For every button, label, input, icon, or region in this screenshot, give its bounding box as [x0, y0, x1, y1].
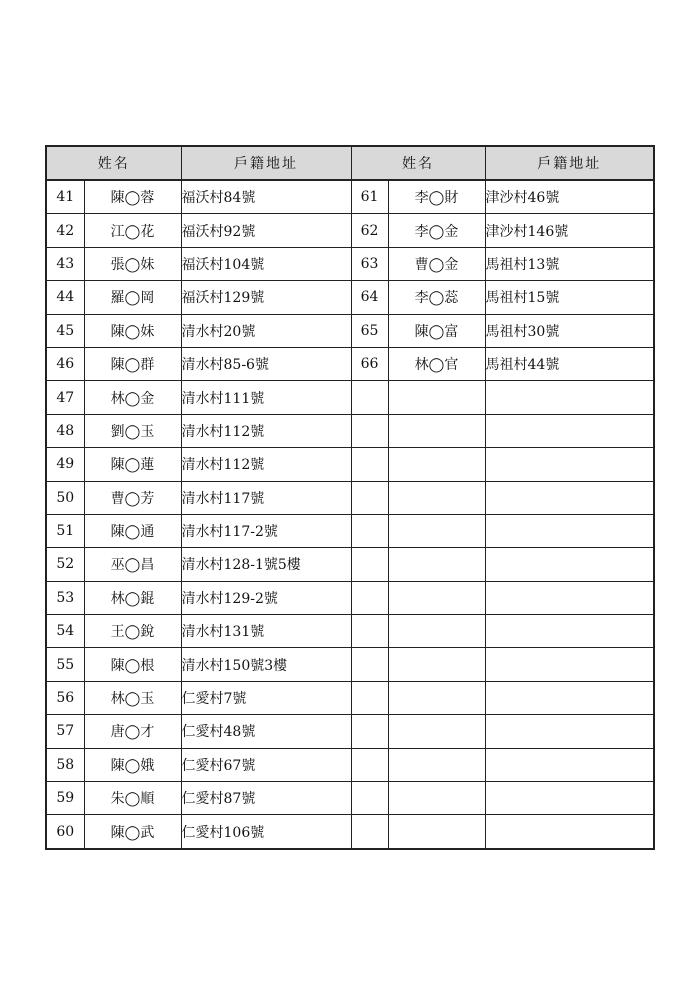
table-row — [46, 448, 654, 481]
row-number-cell — [351, 381, 388, 414]
table-row — [46, 548, 654, 581]
address-cell — [485, 481, 654, 514]
address-cell: 清水村131號 — [181, 615, 351, 648]
row-number-cell: 57 — [46, 715, 84, 748]
name-cell: 陳◯蓉 — [84, 180, 181, 214]
row-number-cell: 63 — [351, 247, 388, 280]
address-cell: 清水村117-2號 — [181, 514, 351, 547]
name-cell — [388, 448, 485, 481]
name-cell: 李◯蕊 — [388, 281, 485, 314]
row-number-cell: 46 — [46, 347, 84, 380]
row-number-cell — [351, 815, 388, 849]
name-cell — [388, 648, 485, 681]
table-body — [46, 180, 654, 849]
row-number-cell: 66 — [351, 347, 388, 380]
name-cell: 李◯金 — [388, 214, 485, 247]
row-number-cell — [351, 448, 388, 481]
row-number-cell — [351, 715, 388, 748]
name-cell: 林◯金 — [84, 381, 181, 414]
name-cell: 劉◯玉 — [84, 414, 181, 447]
address-cell — [485, 514, 654, 547]
row-number-cell: 49 — [46, 448, 84, 481]
table-row — [46, 648, 654, 681]
address-cell — [485, 715, 654, 748]
name-cell: 王◯銳 — [84, 615, 181, 648]
header-address-left: 戶籍地址 — [181, 146, 351, 180]
row-number-cell: 45 — [46, 314, 84, 347]
table-row — [46, 281, 654, 314]
name-cell: 陳◯妹 — [84, 314, 181, 347]
address-cell — [485, 615, 654, 648]
row-number-cell: 51 — [46, 514, 84, 547]
table-row — [46, 681, 654, 714]
row-number-cell — [351, 414, 388, 447]
address-cell — [485, 414, 654, 447]
name-cell: 曹◯金 — [388, 247, 485, 280]
row-number-cell — [351, 581, 388, 614]
row-number-cell: 50 — [46, 481, 84, 514]
address-cell: 馬祖村30號 — [485, 314, 654, 347]
address-cell: 清水村112號 — [181, 414, 351, 447]
address-cell — [485, 681, 654, 714]
name-cell: 曹◯芳 — [84, 481, 181, 514]
address-cell: 津沙村146號 — [485, 214, 654, 247]
row-number-cell — [351, 648, 388, 681]
name-cell: 陳◯富 — [388, 314, 485, 347]
address-cell: 清水村111號 — [181, 381, 351, 414]
name-cell — [388, 748, 485, 781]
row-number-cell: 62 — [351, 214, 388, 247]
address-cell: 福沃村84號 — [181, 180, 351, 214]
table-row — [46, 748, 654, 781]
table-row — [46, 581, 654, 614]
name-cell: 陳◯蓮 — [84, 448, 181, 481]
name-cell: 陳◯娥 — [84, 748, 181, 781]
header-address-right: 戶籍地址 — [485, 146, 654, 180]
row-number-cell: 56 — [46, 681, 84, 714]
row-number-cell: 44 — [46, 281, 84, 314]
address-cell: 清水村112號 — [181, 448, 351, 481]
row-number-cell: 42 — [46, 214, 84, 247]
name-cell: 林◯官 — [388, 347, 485, 380]
address-cell: 清水村85-6號 — [181, 347, 351, 380]
row-number-cell: 64 — [351, 281, 388, 314]
row-number-cell: 41 — [46, 180, 84, 214]
row-number-cell — [351, 548, 388, 581]
table-header — [46, 146, 654, 180]
row-number-cell — [351, 481, 388, 514]
address-cell: 馬祖村15號 — [485, 281, 654, 314]
row-number-cell: 60 — [46, 815, 84, 849]
row-number-cell — [351, 615, 388, 648]
name-cell: 陳◯武 — [84, 815, 181, 849]
name-cell — [388, 514, 485, 547]
table-row — [46, 815, 654, 849]
address-cell: 仁愛村7號 — [181, 681, 351, 714]
name-cell: 巫◯昌 — [84, 548, 181, 581]
address-cell: 清水村20號 — [181, 314, 351, 347]
header-name-right: 姓名 — [351, 146, 485, 180]
address-cell — [485, 381, 654, 414]
row-number-cell: 48 — [46, 414, 84, 447]
name-cell: 江◯花 — [84, 214, 181, 247]
table-row — [46, 481, 654, 514]
row-number-cell: 65 — [351, 314, 388, 347]
table-row — [46, 180, 654, 214]
address-cell: 馬祖村13號 — [485, 247, 654, 280]
address-cell — [485, 648, 654, 681]
table-row — [46, 782, 654, 815]
name-cell: 張◯妹 — [84, 247, 181, 280]
name-cell — [388, 782, 485, 815]
row-number-cell — [351, 748, 388, 781]
name-cell: 朱◯順 — [84, 782, 181, 815]
table-row — [46, 615, 654, 648]
row-number-cell — [351, 514, 388, 547]
table-row — [46, 314, 654, 347]
row-number-cell: 61 — [351, 180, 388, 214]
table-row — [46, 414, 654, 447]
name-cell — [388, 414, 485, 447]
address-cell: 清水村150號3樓 — [181, 648, 351, 681]
name-cell — [388, 581, 485, 614]
address-cell: 清水村129-2號 — [181, 581, 351, 614]
header-row — [46, 146, 654, 180]
address-cell — [485, 548, 654, 581]
address-cell: 仁愛村67號 — [181, 748, 351, 781]
name-cell — [388, 715, 485, 748]
name-cell — [388, 615, 485, 648]
name-cell — [388, 548, 485, 581]
name-cell: 陳◯群 — [84, 347, 181, 380]
table-row — [46, 715, 654, 748]
row-number-cell: 43 — [46, 247, 84, 280]
header-name-left: 姓名 — [46, 146, 181, 180]
address-cell: 清水村117號 — [181, 481, 351, 514]
name-cell — [388, 381, 485, 414]
row-number-cell: 47 — [46, 381, 84, 414]
address-cell — [485, 782, 654, 815]
row-number-cell: 53 — [46, 581, 84, 614]
table-row — [46, 214, 654, 247]
address-cell: 津沙村46號 — [485, 180, 654, 214]
address-cell: 福沃村92號 — [181, 214, 351, 247]
name-cell: 陳◯根 — [84, 648, 181, 681]
row-number-cell: 52 — [46, 548, 84, 581]
name-cell — [388, 681, 485, 714]
name-cell: 唐◯才 — [84, 715, 181, 748]
roster-table — [45, 145, 655, 850]
address-cell: 清水村128-1號5樓 — [181, 548, 351, 581]
address-cell: 仁愛村48號 — [181, 715, 351, 748]
row-number-cell: 55 — [46, 648, 84, 681]
address-cell: 馬祖村44號 — [485, 347, 654, 380]
table-row — [46, 514, 654, 547]
address-cell — [485, 748, 654, 781]
name-cell: 林◯錕 — [84, 581, 181, 614]
address-cell: 福沃村104號 — [181, 247, 351, 280]
address-cell: 福沃村129號 — [181, 281, 351, 314]
table-row — [46, 381, 654, 414]
name-cell — [388, 815, 485, 849]
name-cell: 林◯玉 — [84, 681, 181, 714]
name-cell: 羅◯岡 — [84, 281, 181, 314]
name-cell: 李◯財 — [388, 180, 485, 214]
table-row — [46, 347, 654, 380]
row-number-cell: 58 — [46, 748, 84, 781]
row-number-cell — [351, 681, 388, 714]
address-cell: 仁愛村87號 — [181, 782, 351, 815]
row-number-cell: 54 — [46, 615, 84, 648]
row-number-cell: 59 — [46, 782, 84, 815]
address-cell — [485, 815, 654, 849]
row-number-cell — [351, 782, 388, 815]
name-cell — [388, 481, 485, 514]
address-cell — [485, 448, 654, 481]
address-cell: 仁愛村106號 — [181, 815, 351, 849]
table-row — [46, 247, 654, 280]
name-cell: 陳◯通 — [84, 514, 181, 547]
address-cell — [485, 581, 654, 614]
